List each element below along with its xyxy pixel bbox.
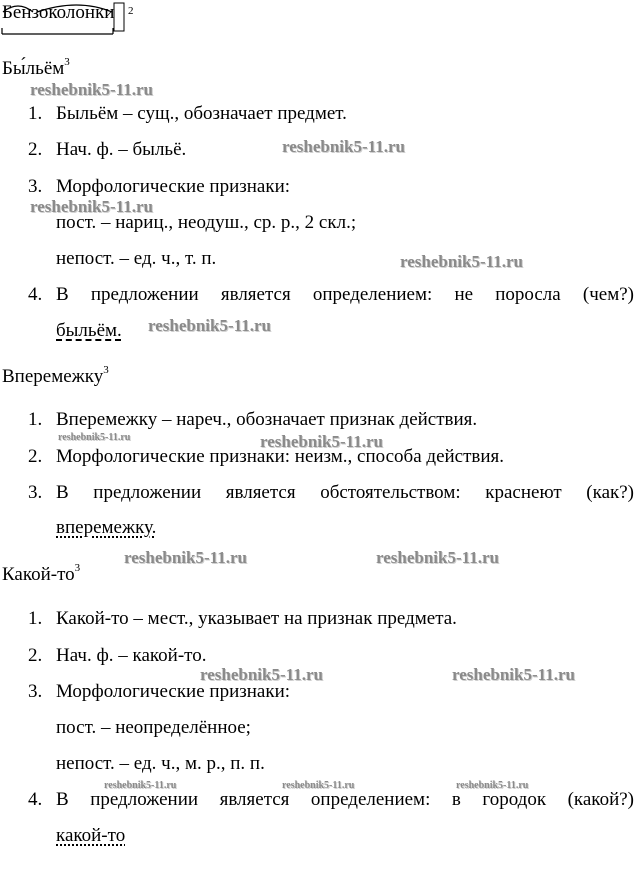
item-text: пост. – нариц., неодуш., ср. р., 2 скл.; <box>56 212 357 233</box>
item-number: 2. <box>28 139 43 160</box>
item-text: Какой-то – мест., указывает на признак предмета. <box>56 608 457 629</box>
watermark: reshebnik5-11.ru <box>282 137 405 156</box>
item-number: 3. <box>28 482 43 503</box>
watermark: reshebnik5-11.ru <box>282 780 355 791</box>
item-text: В предложении является определением: не поросла (чем?) <box>56 284 634 305</box>
section-heading: Какой-$то^3$ <box>2 561 81 585</box>
item-number: 1. <box>28 409 43 430</box>
watermark: reshebnik5-11.ru <box>30 80 153 99</box>
item-number: 2. <box>28 645 43 666</box>
item-text: В предложении является обстоятельством: краснеют (как?) <box>56 482 634 503</box>
watermark: reshebnik5-11.ru <box>400 252 523 271</box>
watermark: reshebnik5-11.ru <box>456 780 529 791</box>
morpheme-marks <box>0 0 140 40</box>
item-text: Нач. ф. – какой-то. <box>56 645 207 666</box>
underlined-word: какой-то <box>56 825 126 846</box>
underlined-word: быльём. <box>56 320 122 341</box>
item-text: непост. – ед. ч., м. р., п. п. <box>56 753 265 774</box>
item-text: Морфологические признаки: <box>56 176 291 197</box>
item-number: 1. <box>28 608 43 629</box>
item-number: 4. <box>28 789 43 810</box>
watermark: reshebnik5-11.ru <box>124 548 247 567</box>
watermark: reshebnik5-11.ru <box>148 316 271 335</box>
watermark: reshebnik5-11.ru <box>452 665 575 684</box>
item-text: Морфологические признаки: неизм., способа действия. <box>56 446 505 467</box>
watermark: reshebnik5-11.ru <box>376 548 499 567</box>
item-text: Быльём – сущ., обозначает предмет. <box>56 103 347 124</box>
item-number: 3. <box>28 681 43 702</box>
item-text: пост. – неопределённое; <box>56 717 251 738</box>
item-number: 4. <box>28 284 43 305</box>
item-text: В предложении является определением: в городок (какой?) <box>56 789 634 810</box>
watermark: reshebnik5-11.ru <box>260 432 383 451</box>
item-text: Вперемежку – нареч., обозначает признак действия. <box>56 409 478 430</box>
title-sup: 2 <box>128 5 134 17</box>
item-text: Нач. ф. – быльё. <box>56 139 187 160</box>
section-heading: Вперемежку$^3$ <box>2 363 109 387</box>
underlined-word: вперемежку. <box>56 517 157 538</box>
item-text: Морфологические признаки: <box>56 681 291 702</box>
item-text: непост. – ед. ч., т. п. <box>56 248 217 269</box>
item-number: 3. <box>28 176 43 197</box>
watermark: reshebnik5-11.ru <box>104 780 177 791</box>
item-number: 2. <box>28 446 43 467</box>
item-number: 1. <box>28 103 43 124</box>
watermark: reshebnik5-11.ru <box>58 432 131 443</box>
section-heading: Бы́льём$^3$ <box>2 55 70 79</box>
watermark: reshebnik5-11.ru <box>200 665 323 684</box>
watermark: reshebnik5-11.ru <box>30 197 153 216</box>
title-word: Бензоколонки <box>2 2 115 23</box>
